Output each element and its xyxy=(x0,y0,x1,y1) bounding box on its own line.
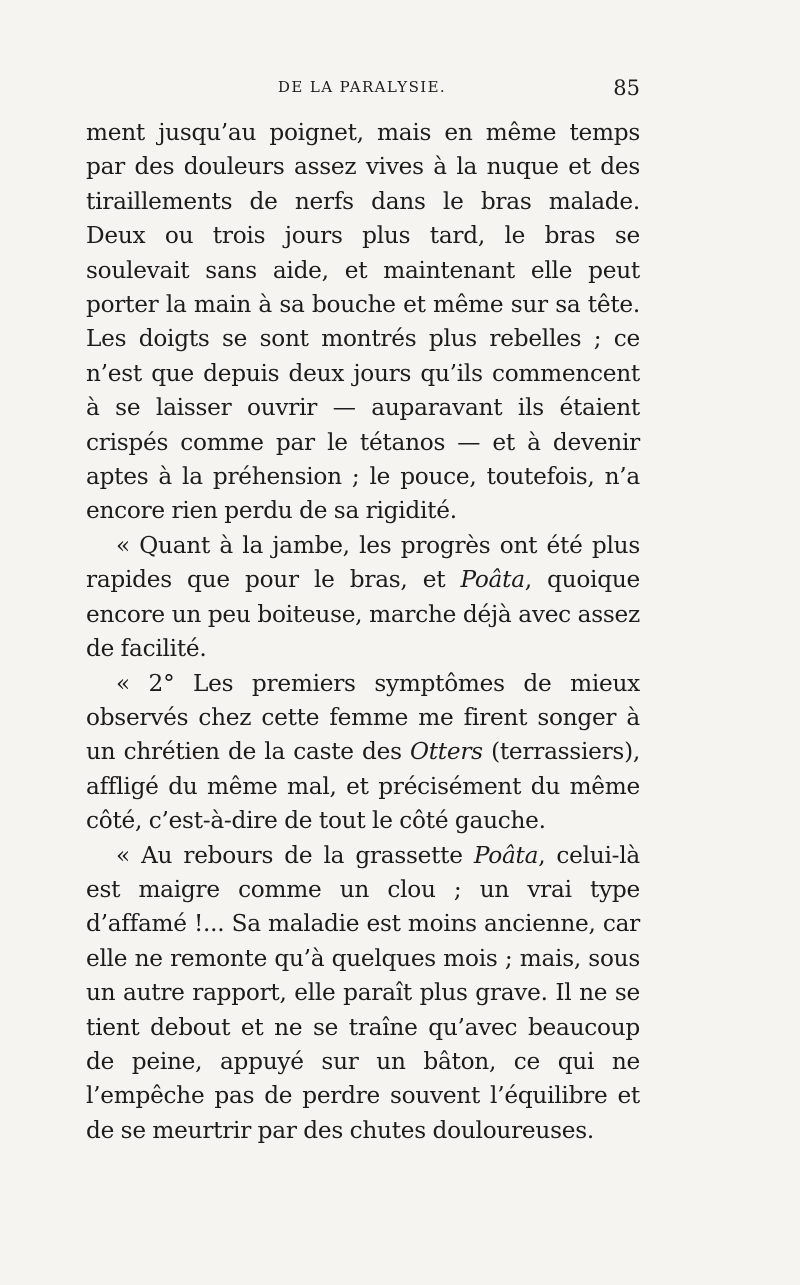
text-run: « Quant à la jambe, les progrès ont été plus rapides que pour le bras, et xyxy=(86,531,640,594)
italic-term: Poâta xyxy=(473,841,539,869)
italic-term: Poâta xyxy=(460,566,525,594)
text-run: « 2° Les premiers symptômes de mieux observés chez cette femme me firent songer à un chrétien de la caste des xyxy=(86,669,640,766)
paragraph xyxy=(86,529,640,667)
text-run: ment jusqu’au poignet, mais en même temps par des douleurs assez vives à la nuque et des tiraillements de nerfs dans le bras malade. Deux ou trois jours plus tard, le bras se soulevait sans aide, et maintenant elle peut porter la main à sa bouche et même sur sa tête. Les doigts se sont montrés plus rebelles ; ce n’est que depuis deux jours qu’ils commencent à se laisser ouvrir — auparavant ils étaient crispés comme par le tétanos — et à devenir aptes à la préhension ; le pouce, toutefois, n’a encore rien perdu de sa rigidité. xyxy=(86,119,640,525)
running-head xyxy=(84,76,640,104)
page-number: 85 xyxy=(613,76,640,100)
italic-term: Otters xyxy=(409,738,483,766)
paragraph xyxy=(86,667,640,839)
running-title: DE LA PARALYSIE. xyxy=(277,78,447,96)
paragraph xyxy=(86,116,640,529)
text-run: (terrassiers), affligé du même mal, et précisément du même côté, c’est-à-dire de tout le côté gauche. xyxy=(86,738,640,835)
text-run: , quoique encore un peu boiteuse, marche déjà avec assez de facilité. xyxy=(86,566,640,663)
body-text xyxy=(86,116,640,1148)
text-run: « Au rebours de la grassette xyxy=(116,841,474,869)
paragraph xyxy=(86,839,640,1149)
text-run: , celui-là est maigre comme un clou ; un vrai type d’affamé !... Sa maladie est moins ancienne, car elle ne remonte qu’à quelques mois ; mais, sous un autre rapport, elle paraît plus grave. Il ne se tient debout et ne se traîne qu’avec beaucoup de peine, appuyé sur un bâton, ce qui ne l’empêche pas de perdre souvent l’équilibre et de se meurtrir par des chutes douloureuses. xyxy=(86,841,640,1144)
